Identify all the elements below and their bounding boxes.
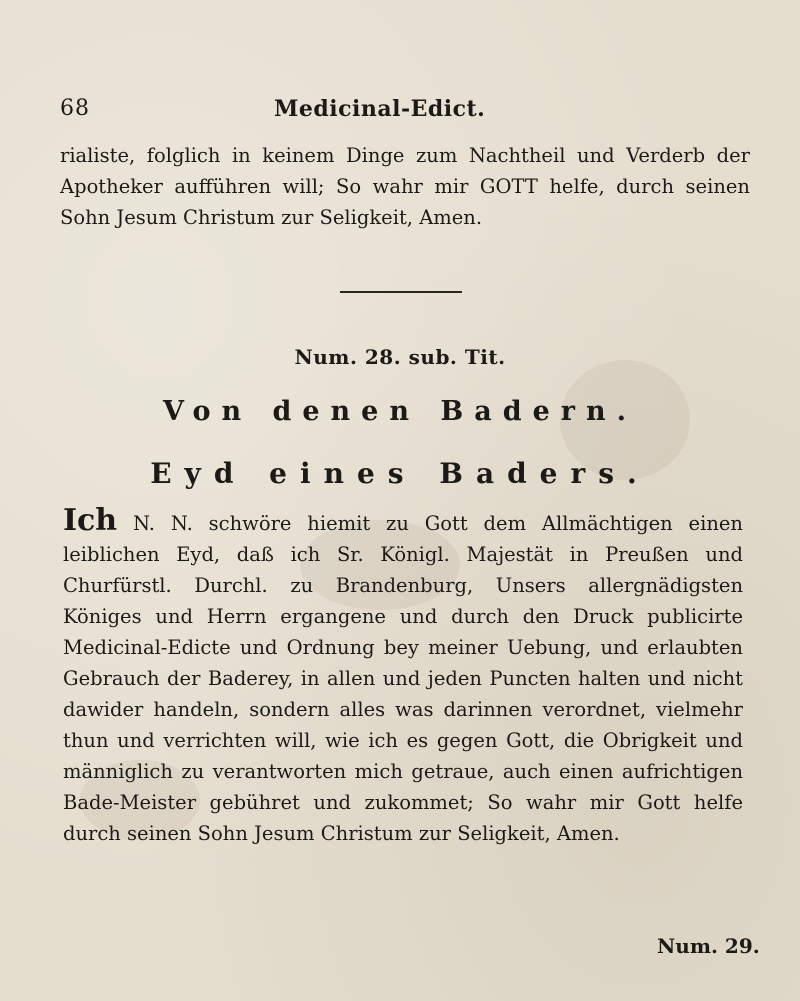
section-divider [340, 291, 462, 293]
section-subtitle: Eyd eines Baders. [150, 457, 650, 490]
paragraph-continuation: rialiste, folglich in keinem Dinge zum Nachtheil und Verderb der Apotheker aufführen will; So wahr mir GOTT helfe, durch seinen Sohn Jesum Christum zur Seligkeit, Amen. [60, 144, 750, 229]
page-header [60, 96, 740, 126]
page-number: 68 [60, 96, 90, 121]
drop-cap: Ich [63, 503, 118, 538]
oath-paragraph [63, 503, 743, 849]
section-title: Von denen Badern. [162, 396, 638, 427]
section-number: Num. 28. sub. Tit. [294, 345, 506, 369]
oath-text: N. N. schwöre hiemit zu Gott dem Allmächtigen einen leiblichen Eyd, daß ich Sr. Königl. Majestät in Preußen und Churfürstl. Durchl. zu Brandenburg, Unsers allergnädigsten Königes und Herrn ergangene und durch den Druck publicirte Medicinal-Edicte und Ordnung bey meiner Uebung, und erlaubten Gebrauch der Baderey, in allen und jeden Puncten halten und nicht dawider handeln, sondern alles was darinnen verordnet, vielmehr thun und verrichten will, wie ich es gegen Gott, die Obrigkeit und männiglich zu verantworten mich getraue, auch einen aufrichtigen Bade-Meister gebühret und zukommet; So wahr mir Gott helfe durch seinen Sohn Jesum Christum zur Seligkeit, Amen. [63, 512, 743, 845]
catchword: Num. 29. [657, 934, 760, 958]
running-title: Medicinal-Edict. [274, 96, 486, 122]
